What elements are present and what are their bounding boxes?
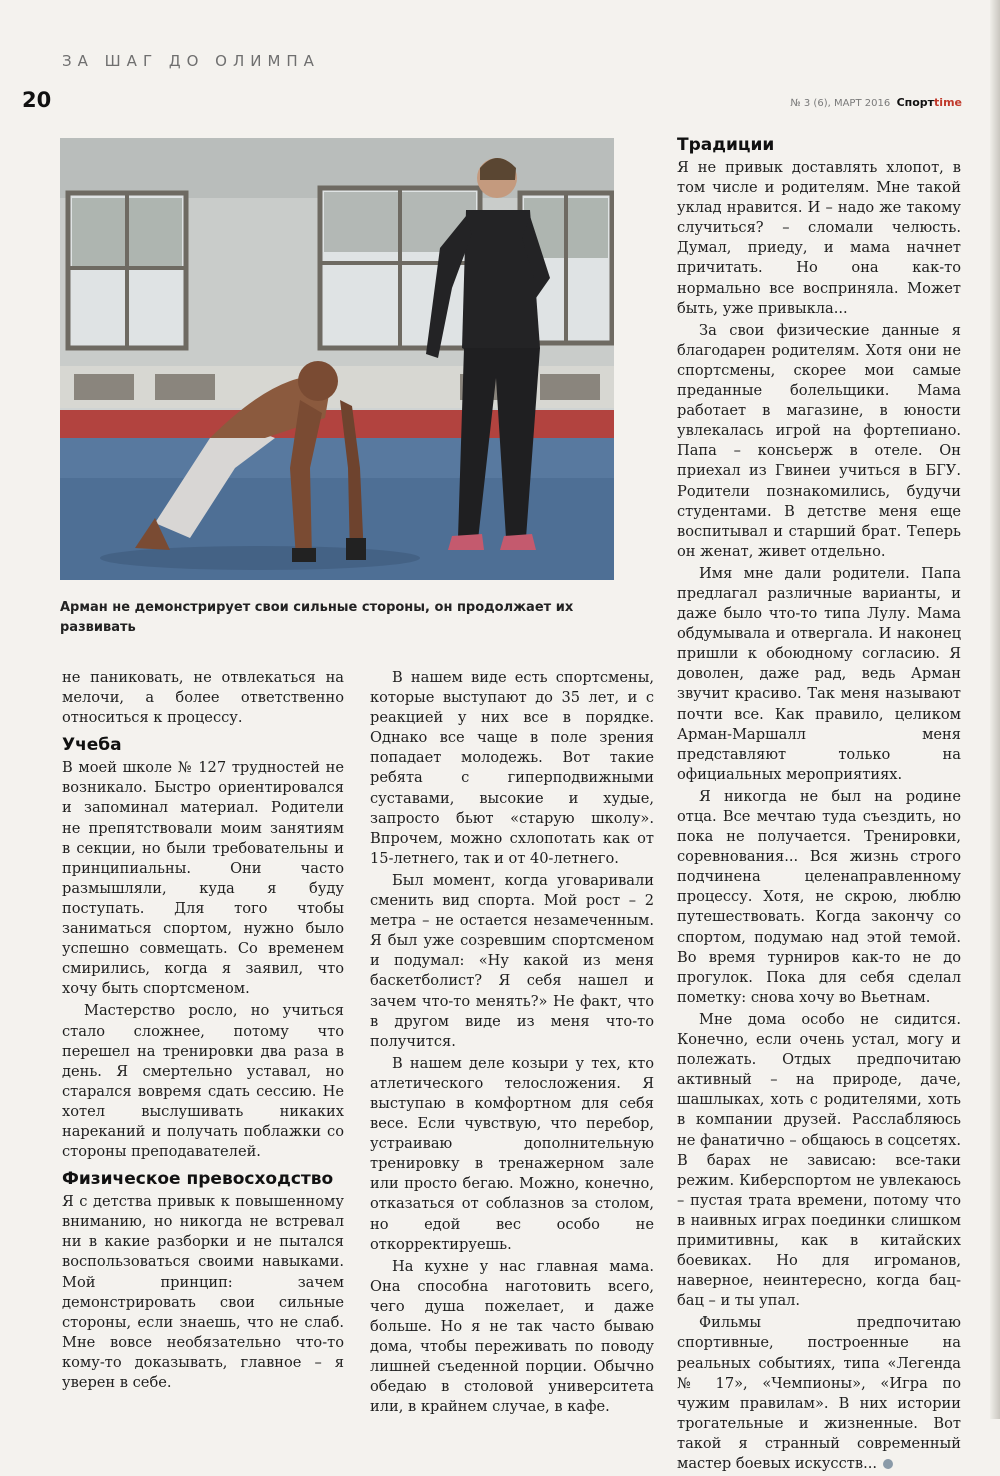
photo-caption: Арман не демонстрирует свои сильные стороны, он продолжает их развивать [60,600,574,635]
subheading-physical: Физическое превосходство [62,1169,334,1190]
paragraph [677,1313,961,1474]
paragraph: На кухне у нас главная мама. Она способна наготовить всего, чего душа пожелает, и даже больше. Но я не так часто бываю дома, чтобы переживать по поводу лишней съеденной порции. Обычно обедаю в столовой университета или, в крайнем случае, в кафе. [370,1257,654,1416]
subheading-ucheba: Учеба [62,735,122,756]
text-column-3 [677,134,961,1476]
magazine-logo: Спортtime [896,96,962,109]
end-of-article-dot-icon [883,1459,893,1469]
article-photo [60,138,614,580]
paragraph: не паниковать, не отвлекаться на мелочи, а более ответственно относиться к процессу. [62,669,344,727]
paragraph: Я никогда не был на родине отца. Все мечтаю туда съездить, но пока не получается. Тренировки, соревнования... Вся жизнь строго подчинена целенаправленному процессу. Хотя, не скрою, люблю путешествовать. Когда закончу со спортом, подумаю над этой темой. Во время турниров как-то не до прогулок. Пока для себя сделал пометку: снова хочу во Вьетнам. [677,787,961,1006]
paragraph-text: Фильмы предпочитаю спортивные, построенные на реальных событиях, типа «Легенда № 17», «Чемпионы», «Игра по чужим правилам». В них истории трогательные и жизненные. Вот такой я странный современный мастер боевых искусств... [677,1314,961,1472]
paragraph: Мне дома особо не сидится. Конечно, если очень устал, могу и полежать. Отдых предпочитаю активный – на природе, даче, шашлыках, хоть с родителями, хоть в компании друзей. Расслабляюсь не фанатично – общаюсь в соцсетях. В барах не зависаю: все-таки режим. Киберспортом не увлекаюсь – пустая трата времени, потому что в наивных играх поединки слишком примитивны, как в китайских боевиках. Но для игроманов, наверное, неинтересно, когда бац-бац – и ты упал. [677,1010,961,1310]
page-number: 20 [22,88,52,112]
paragraph: Был момент, когда уговаривали сменить вид спорта. Мой рост – 2 метра – не остается незамеченным. Я был уже созревшим спортсменом и подумал: «Ну какой из меня баскетболист? Я себя нашел и зачем что-то менять?» Не факт, что в другом виде из меня что-то получится. [370,871,654,1050]
paragraph: Мастерство росло, но учиться стало сложнее, потому что перешел на тренировки два раза в день. Я смертельно уставал, но старался вовремя сдать сессию. Не хотел выслушивать никаких нареканий и получать поблажки со стороны преподавателей. [62,1002,344,1161]
paragraph: За свои физические данные я благодарен родителям. Хотя они не спортсмены, скорее мои самые преданные болельщики. Мама работает в магазине, в юности увлекалась игрой на фортепиано. Папа – консьерж в отеле. Он приехал из Гвинеи учиться в БГУ. Родители познакомились, будучи студентами. В детстве меня еще воспитывал и старший брат. Теперь он женат, живет отдельно. [677,321,961,560]
text-column-2 [370,668,654,1419]
scan-edge [990,0,1000,1419]
paragraph: Я не привык доставлять хлопот, в том числе и родителям. Мне такой уклад нравится. И – надо же такому случиться? – сломали челюсть. Думал, приеду, и мама начнет причитать. Но она как-то нормально все восприняла. Может быть, уже привыкла... [677,159,961,317]
issue-info [790,96,962,109]
paragraph: В нашем виде есть спортсмены, которые выступают до 35 лет, и с реакцией у них все в порядке. Однако все чаще в поле зрения попадает молодежь. Вот такие ребята с гиперподвижными суставами, высокие и худые, запросто бьют «старую школу». Впрочем, можно схлопотать как от 15-летнего, так и от 40-летнего. [370,669,654,867]
subheading-traditions: Традиции [677,135,775,155]
section-kicker: ЗА ШАГ ДО ОЛИМПА [62,52,320,70]
issue-number: № 3 (6), МАРТ 2016 [790,98,891,109]
paragraph: В нашем деле козыри у тех, кто атлетического телосложения. Я выступаю в комфортном для себя весе. Если чувствую, что перебор, устраиваю дополнительную тренировку в тренажерном зале или просто бегаю. Можно, конечно, отказаться от соблазнов за столом, но едой вес особо не откорректируешь. [370,1054,654,1253]
paragraph: В моей школе № 127 трудностей не возникало. Быстро ориентировался и запоминал материал. Родители не препятствовали моим занятиям в секции, но были требовательны и принципиальны. Они часто размышляли, куда я буду поступать. Для того чтобы заниматься спортом, нужно было успешно совмещать. Со временем смирились, когда я заявил, что хочу быть спортсменом. [62,759,344,998]
paragraph: Я с детства привык к повышенному вниманию, но никогда не встревал ни в какие разборки и не пытался воспользоваться своими навыками. Мой принцип: зачем демонстрировать свои сильные стороны, если знаешь, что не слаб. Мне вовсе необязательно что-то кому-то доказывать, главное – я уверен в себе. [62,1193,344,1391]
paragraph: Имя мне дали родители. Папа предлагал различные варианты, и даже было что-то типа Лулу. Мама обдумывала и отвергала. И наконец пришли к обоюдному согласию. Я доволен, даже рад, ведь Арман звучит красиво. Так меня называют почти все. Как правило, целиком Арман-Маршалл меня представляют только на официальных мероприятиях. [677,564,961,783]
text-column-1 [62,668,344,1395]
